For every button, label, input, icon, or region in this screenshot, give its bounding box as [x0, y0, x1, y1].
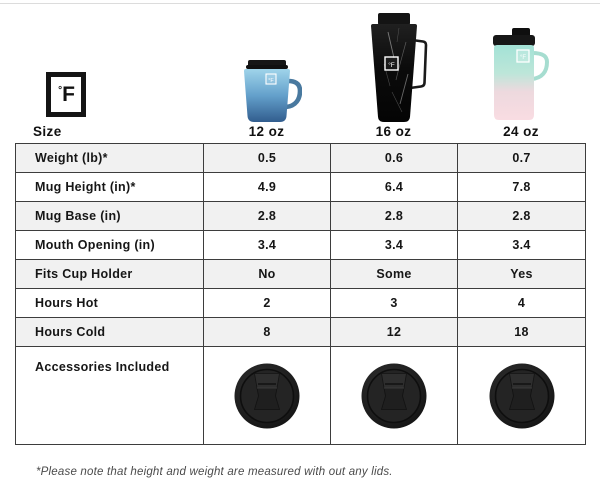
mug-logo-text: °F [388, 62, 395, 69]
column-header-16oz: 16 oz [375, 124, 412, 139]
footnote: *Please note that height and weight are measured with out any lids. [36, 466, 393, 478]
cell-value: No [204, 260, 331, 289]
table-row-hours-cold [16, 318, 586, 347]
row-label: Hours Hot [16, 289, 204, 318]
lid-image-12oz [234, 363, 300, 429]
column-header-12oz: 12 oz [248, 124, 285, 139]
cell-value: 7.8 [458, 173, 586, 202]
cell-value: Some [331, 260, 458, 289]
cell-value: 4 [458, 289, 586, 318]
row-label: Hours Cold [16, 318, 204, 347]
row-label: Weight (lb)* [16, 144, 204, 173]
row-label: Mouth Opening (in) [16, 231, 204, 260]
table-row-accessories [16, 347, 586, 445]
mug-handle [532, 53, 547, 79]
table-row-weight [16, 144, 586, 173]
row-label: Fits Cup Holder [16, 260, 204, 289]
table-row-height [16, 173, 586, 202]
mug-body [371, 24, 417, 122]
mug-image-16oz [366, 12, 430, 124]
mug-image-24oz [490, 26, 550, 122]
table-row-hours-hot [16, 289, 586, 318]
brand-logo [46, 72, 86, 117]
cell-value: 2.8 [204, 202, 331, 231]
cell-value: 2.8 [458, 202, 586, 231]
cell-value: 0.5 [204, 144, 331, 173]
cell-value: 3.4 [204, 231, 331, 260]
top-divider-line [0, 3, 600, 4]
size-header: Size [33, 124, 62, 139]
mug-logo-text: °F [268, 78, 274, 84]
cell-value: 0.7 [458, 144, 586, 173]
row-label: Accessories Included [16, 347, 204, 445]
cell-value: Yes [458, 260, 586, 289]
table-row-cup-holder [16, 260, 586, 289]
row-label: Mug Base (in) [16, 202, 204, 231]
cell-value: 3.4 [458, 231, 586, 260]
cell-value: 8 [204, 318, 331, 347]
cell-value: 12 [331, 318, 458, 347]
mug-image-12oz [240, 52, 302, 123]
cell-value: 18 [458, 318, 586, 347]
table-row-mouth-opening [16, 231, 586, 260]
cell-value: 2.8 [331, 202, 458, 231]
cell-value: 3 [331, 289, 458, 318]
cell-value: 3.4 [331, 231, 458, 260]
mug-logo-text: °F [519, 55, 527, 61]
cell-value: 2 [204, 289, 331, 318]
brand-logo-degree: ° [58, 84, 63, 96]
cell-value: 6.4 [331, 173, 458, 202]
cell-value: 0.6 [331, 144, 458, 173]
lid-image-24oz [489, 363, 555, 429]
spec-table [15, 143, 586, 445]
column-header-24oz: 24 oz [503, 124, 539, 139]
lid-image-16oz [361, 363, 427, 429]
mug-lid [378, 13, 410, 25]
table-row-base [16, 202, 586, 231]
brand-logo-letter: F [62, 82, 74, 106]
row-label: Mug Height (in)* [16, 173, 204, 202]
mug-lid [493, 35, 535, 46]
cell-value: 4.9 [204, 173, 331, 202]
mug-lid-lip [246, 65, 288, 69]
